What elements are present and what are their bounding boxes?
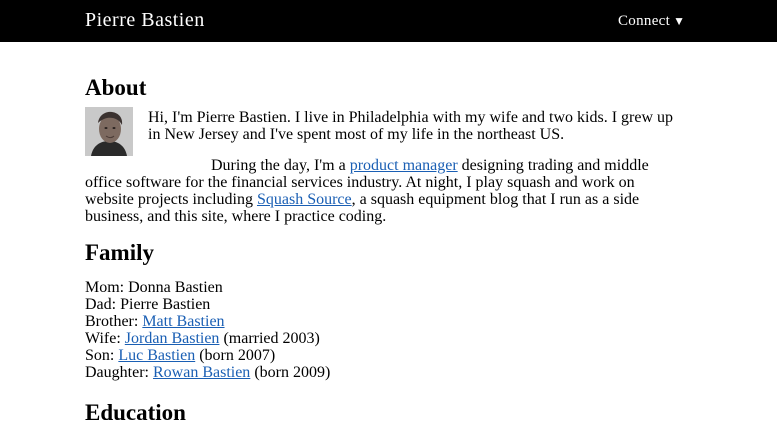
caret-down-icon: ▼ xyxy=(673,14,686,28)
portrait-image xyxy=(85,107,133,156)
main-content xyxy=(85,42,685,427)
about-paragraph-2 xyxy=(85,157,685,225)
connect-label: Connect xyxy=(618,13,671,29)
connect-dropdown[interactable] xyxy=(618,13,685,30)
about-section xyxy=(85,105,685,225)
family-item-brother xyxy=(85,313,685,330)
family-list xyxy=(85,279,685,381)
about-paragraph-1: Hi, I'm Pierre Bastien. I live in Philadelphia with my wife and two kids. I grew up in New Jersey and I've spent most of my life in the northeast US. xyxy=(148,109,674,143)
product-manager-link[interactable]: product manager xyxy=(349,157,458,174)
dad-name: Pierre Bastien xyxy=(120,296,211,313)
education-heading: Education xyxy=(85,400,186,425)
family-item-daughter xyxy=(85,364,685,381)
daughter-link[interactable]: Rowan Bastien xyxy=(152,364,251,381)
about-p2-text-after: , a squash equipment blog that I run as a side business, and this site, where I practice coding. xyxy=(85,191,640,225)
about-p2-text-before: During the day, I'm a xyxy=(211,157,350,174)
family-item-dad xyxy=(85,296,685,313)
family-item-mom xyxy=(85,279,685,296)
top-navbar xyxy=(0,0,777,42)
mom-label: Mom: xyxy=(85,279,129,296)
daughter-label: Daughter: xyxy=(85,364,153,381)
brother-link[interactable]: Matt Bastien xyxy=(142,313,225,330)
dad-label: Dad: xyxy=(85,296,121,313)
family-item-wife xyxy=(85,330,685,347)
son-link[interactable]: Luc Bastien xyxy=(118,347,196,364)
site-brand-link[interactable]: Pierre Bastien xyxy=(85,9,205,31)
profile-photo xyxy=(85,107,133,156)
family-item-son xyxy=(85,347,685,364)
mom-name: Donna Bastien xyxy=(128,279,223,296)
brother-label: Brother: xyxy=(85,313,143,330)
son-label: Son: xyxy=(85,347,119,364)
wife-link[interactable]: Jordan Bastien xyxy=(124,330,220,347)
son-note: (born 2007) xyxy=(195,347,276,364)
squash-source-link[interactable]: Squash Source xyxy=(256,191,352,208)
family-heading: Family xyxy=(85,240,154,265)
about-p2-text-middle: designing trading and middle office software for the financial services industry. At night, I play squash and work on website projects including xyxy=(85,157,649,208)
wife-label: Wife: xyxy=(85,330,125,347)
daughter-note: (born 2009) xyxy=(250,364,331,381)
about-heading: About xyxy=(85,75,147,100)
wife-note: (married 2003) xyxy=(219,330,320,347)
